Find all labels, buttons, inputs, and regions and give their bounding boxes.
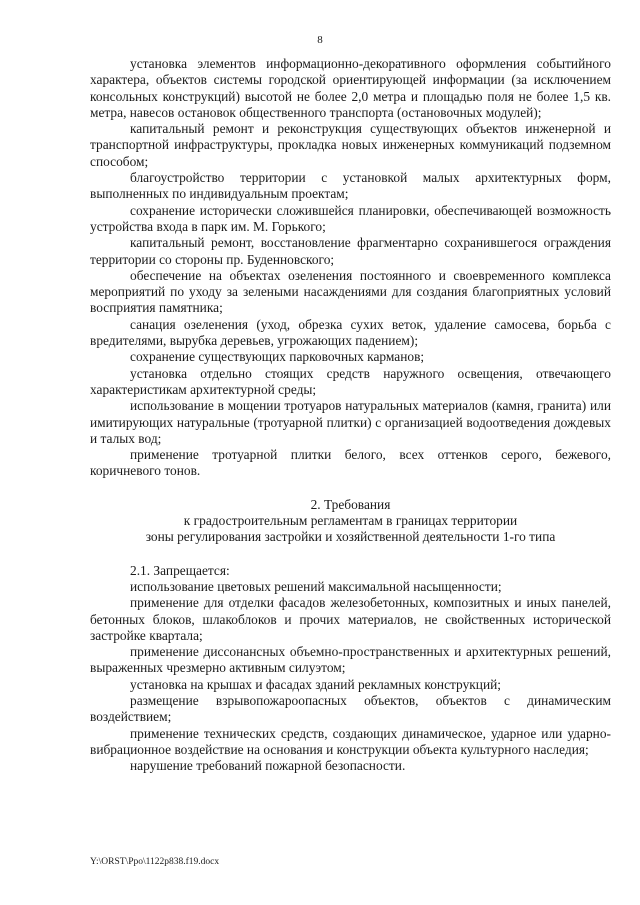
paragraph: использование цветовых решений максимальной насыщенности; — [130, 578, 502, 594]
paragraph: установка отдельно стоящих средств наружного освещения, отвечающего характеристикам архитектурной среды; — [90, 365, 611, 397]
paragraph: использование в мощении тротуаров натуральных материалов (камня, гранита) или имитирующих натуральные (тротуарной плитки) с организацией водоотведения дождевых и талых вод; — [90, 398, 611, 446]
paragraph: капитальный ремонт, восстановление фрагментарно сохранившегося ограждения территории со стороны пр. Буденновского; — [90, 235, 611, 267]
paragraph: установка элементов информационно-декоративного оформления событийного характера, объектов системы городской ориентирующей информации (за исключением консольных конструкций) высотой не более 2,0 метра и площадью поля не более 1,5 кв. метра, навесов остановок общественного транспорта (остановочных модулей); — [90, 56, 611, 120]
section-2-heading — [90, 497, 611, 546]
spacer — [90, 480, 611, 497]
subsection-heading: 2.1. Запрещается: — [130, 562, 230, 578]
spacer — [90, 546, 611, 563]
paragraph: благоустройство территории с установкой малых архитектурных форм, выполненных по индивидуальным проектам; — [90, 170, 611, 202]
paragraph: нарушение требований пожарной безопасности. — [130, 758, 406, 774]
paragraph: применение для отделки фасадов железобетонных, композитных и иных панелей, бетонных блоков, шлакоблоков и прочих материалов, не свойственных исторической застройке квартала; — [90, 595, 611, 643]
paragraph: капитальный ремонт и реконструкция существующих объектов инженерной и транспортной инфраструктуры, прокладка новых инженерных коммуникаций подземном способом; — [90, 121, 611, 169]
section-heading-title: 2. Требования — [310, 496, 391, 512]
paragraph: сохранение существующих парковочных карманов; — [130, 349, 425, 365]
paragraph: применение технических средств, создающих динамическое, ударное или ударно-вибрационное воздействие на основания и конструкции объекта культурного наследия; — [90, 725, 611, 757]
page-number: 8 — [317, 34, 323, 46]
section-2-list — [90, 563, 611, 775]
paragraph: применение диссонансных объемно-пространственных и архитектурных решений, выраженных чрезмерно активным силуэтом; — [90, 644, 611, 676]
paragraph: применение тротуарной плитки белого, всех оттенков серого, бежевого, коричневого тонов. — [90, 447, 611, 479]
paragraph: обеспечение на объектах озеленения постоянного и своевременного комплекса мероприятий по уходу за зелеными насаждениями для создания благоприятных условий восприятия памятника; — [90, 267, 611, 316]
paragraph: санация озеленения (уход, обрезка сухих веток, удаление самосева, борьба с вредителями, вырубка деревьев, угрожающих падением); — [90, 316, 611, 349]
section-heading-subtitle: зоны регулирования застройки и хозяйственной деятельности 1-го типа — [145, 529, 556, 545]
section-1-list — [90, 56, 611, 480]
paragraph: установка на крышах и фасадах зданий рекламных конструкций; — [130, 676, 501, 692]
file-path-footer: Y:\ORST\Ppo\1122p838.f19.docx — [90, 857, 220, 867]
section-heading-subtitle: к градостроительным регламентам в границах территории — [183, 513, 518, 529]
document-body — [90, 56, 611, 774]
paragraph: размещение взрывопожароопасных объектов, объектов с динамическим воздействием; — [90, 692, 611, 725]
paragraph: сохранение исторически сложившейся планировки, обеспечивающей возможность устройства входа в парк им. М. Горького; — [90, 202, 611, 234]
